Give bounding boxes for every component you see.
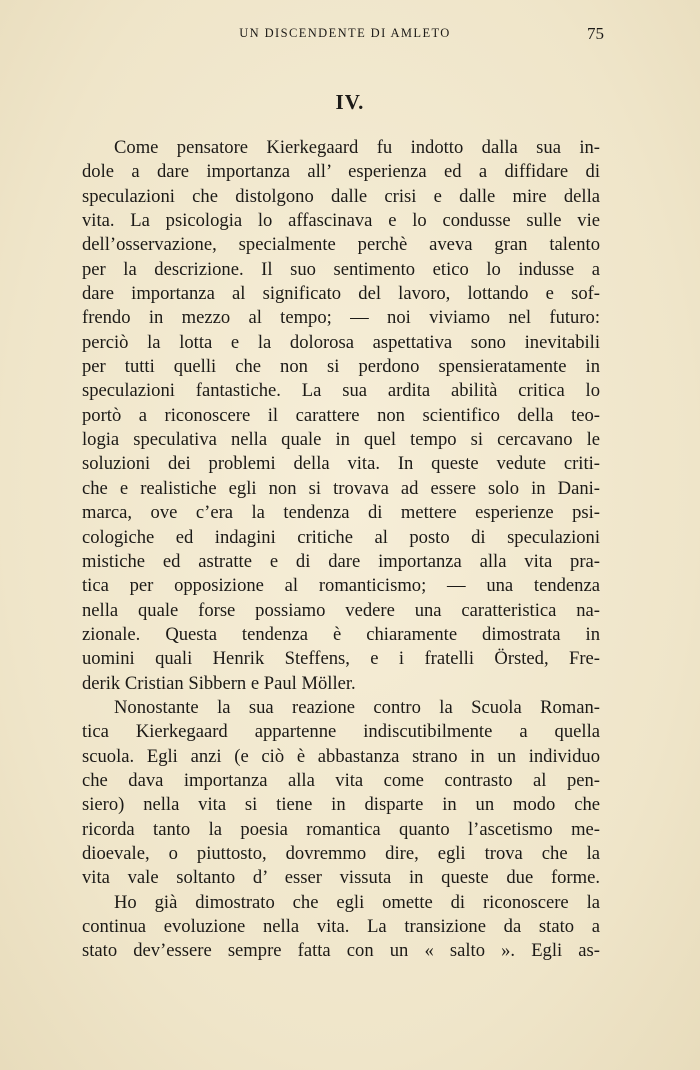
text-line: per la descrizione. Il suo sentimento etico lo indusse a [82,258,600,280]
text-line: tica per opposizione al romanticismo; — una tendenza [82,575,600,597]
running-head [0,24,700,44]
text-line: che e realistiche egli non si trovava ad essere solo in Dani- [82,477,600,499]
text-line: vita. La psicologia lo affascinava e lo condusse sulle vie [82,210,600,232]
running-title: UN DISCENDENTE DI AMLETO [239,26,451,40]
text-line: Nonostante la sua reazione contro la Scuola Roman- [114,696,600,718]
text-line: stato dev’essere sempre fatta con un « salto ». Egli as- [82,940,600,962]
text-line: per tutti quelli che non si perdono spensieratamente in [82,356,600,378]
text-line: marca, ove c’era la tendenza di mettere esperienze psi- [82,502,600,524]
text-line: continua evoluzione nella vita. La transizione da stato a [82,916,600,937]
text-line: derik Cristian Sibbern e Paul Möller. [82,672,356,694]
text-line: speculazioni fantastiche. La sua ardita abilità critica lo [82,380,600,402]
text-line: siero) nella vita si tiene in disparte in un modo che [82,794,600,816]
text-line: uomini quali Henrik Steffens, e i fratelli Örsted, Fre- [82,648,600,670]
text-line: dell’osservazione, specialmente perchè aveva gran talento [82,234,600,256]
text-line: vita vale soltanto d’ esser vissuta in queste due forme. [82,867,600,889]
text-line: ricorda tanto la poesia romantica quanto l’ascetismo me- [82,818,600,840]
text-line: frendo in mezzo al tempo; — noi viviamo nel futuro: [82,307,600,329]
text-line: logia speculativa nella quale in quel tempo si cercavano le [82,429,600,451]
text-line: tica Kierkegaard appartenne indiscutibilmente a quella [82,721,600,743]
text-line: Ho già dimostrato che egli omette di riconoscere la [114,891,600,913]
text-line: dioevale, o piuttosto, dovremmo dire, egli trova che la [82,842,600,864]
text-line: dole a dare importanza all’ esperienza ed a diffidare di [82,161,600,183]
text-line: perciò la lotta e la dolorosa aspettativa sono inevitabili [82,331,600,353]
text-line: portò a riconoscere il carattere non scientifico della teo- [82,404,600,426]
text-line: cologiche ed indagini critiche al posto di speculazioni [82,526,600,548]
text-line: zionale. Questa tendenza è chiaramente dimostrata in [82,623,600,645]
text-line: scuola. Egli anzi (e ciò è abbastanza strano in un individuo [82,745,600,767]
text-line: dare importanza al significato del lavoro, lottando e sof- [82,283,600,305]
text-line: speculazioni che distolgono dalle crisi e dalle mire della [82,185,600,207]
text-line: Come pensatore Kierkegaard fu indotto dalla sua in- [114,137,600,158]
text-line: soluzioni dei problemi della vita. In queste vedute criti- [82,453,600,475]
text-line: che dava importanza alla vita come contrasto al pen- [82,769,600,791]
chapter-heading: IV. [335,90,365,114]
text-line: nella quale forse possiamo vedere una caratteristica na- [82,599,600,621]
body-text [82,136,600,964]
text-line: mistiche ed astratte e di dare importanza alla vita pra- [82,550,600,572]
page-number: 75 [587,24,604,43]
